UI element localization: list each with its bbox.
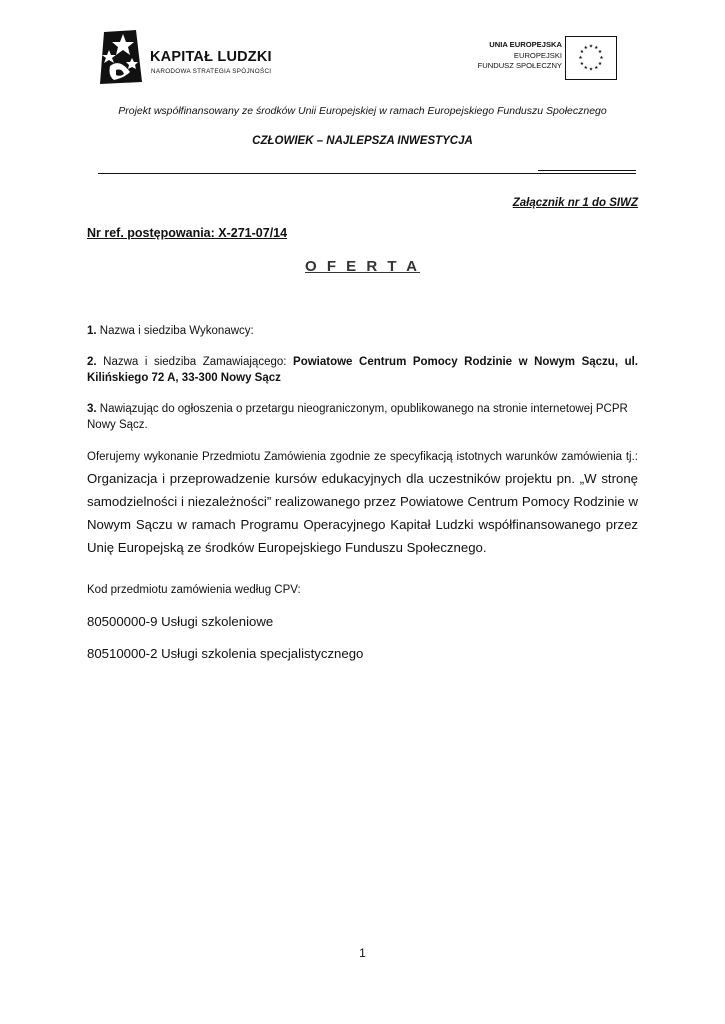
kapital-ludzki-title: KAPITAŁ LUDZKI: [150, 49, 272, 65]
item-3: [87, 401, 638, 433]
kapital-ludzki-logo: [96, 28, 296, 90]
svg-text:★: ★: [599, 55, 604, 61]
item-1-number: 1.: [87, 325, 97, 337]
item-3-text: Nawiązując do ogłoszenia o przetargu nieograniczonym, opublikowanego na stronie internetowej PCPR Nowy Sącz.: [87, 403, 628, 431]
svg-text:★: ★: [579, 62, 585, 68]
document-heading: O F E R T A: [305, 258, 420, 275]
kapital-ludzki-star-figure-icon: [96, 28, 146, 86]
eu-logo-text: [478, 40, 562, 72]
svg-text:★: ★: [578, 55, 583, 61]
offer-intro: Oferujemy wykonanie Przedmiotu Zamówienia zgodnie ze specyfikacją istotnych warunków zamówienia tj.:: [87, 451, 638, 463]
svg-text:★: ★: [594, 45, 599, 51]
cpv-label: Kod przedmiotu zamówienia według CPV:: [87, 584, 301, 596]
header-divider-accent: [538, 170, 636, 171]
eu-logo: [452, 36, 617, 82]
svg-text:★: ★: [583, 45, 588, 51]
kapital-ludzki-subtitle: NARODOWA STRATEGIA SPÓJNOŚCI: [151, 68, 272, 75]
svg-text:★: ★: [597, 49, 603, 55]
item-3-number: 3.: [87, 403, 97, 415]
eu-stars-flag-icon: [565, 36, 617, 80]
item-2-number: 2.: [87, 356, 97, 368]
reference-number: Nr ref. postępowania: X-271-07/14: [87, 226, 288, 240]
eu-logo-line1: UNIA EUROPEJSKA: [489, 40, 562, 49]
offer-description: Organizacja i przeprowadzenie kursów edukacyjnych dla uczestników projektu pn. „W stronę samodzielności i niezależności” realizowanego przez Powiatowe Centrum Pomocy Rodzinie w Nowym Sączu w ramach Programu Operacyjnego Kapitał Ludzki współfinansowanego przez Unię Europejską ze środków Europejskiego Funduszu Społecznego.: [87, 471, 638, 555]
eu-logo-line2: EUROPEJSKI: [513, 50, 562, 60]
eu-logo-line3: FUNDUSZ SPOŁECZNY: [477, 61, 562, 70]
item-2-text: Nazwa i siedziba Zamawiającego:: [103, 356, 287, 368]
svg-text:★: ★: [588, 67, 594, 73]
svg-text:★: ★: [594, 65, 599, 71]
slogan: CZŁOWIEK – NAJLEPSZA INWESTYCJA: [252, 135, 473, 147]
svg-text:★: ★: [583, 65, 588, 71]
page-number: 1: [359, 946, 366, 960]
cpv-code-1: 80500000-9 Usługi szkoleniowe: [87, 614, 274, 629]
svg-text:★: ★: [597, 62, 603, 68]
annex-label: Załącznik nr 1 do SIWZ: [512, 197, 638, 209]
cofinancing-note: Projekt współfinansowany ze środków Unii Europejskiej w ramach Europejskiego Funduszu Społecznego: [118, 105, 607, 117]
cpv-code-2: 80510000-2 Usługi szkolenia specjalistycznego: [87, 646, 364, 661]
item-2-contracting-authority: Powiatowe Centrum Pomocy Rodzinie w Nowym Sączu, ul. Kilińskiego 72 A, 33-300 Nowy Sącz: [87, 356, 638, 384]
offer-paragraph: [87, 446, 638, 560]
item-2: [87, 354, 638, 386]
item-1: [87, 323, 638, 339]
item-1-text: Nazwa i siedziba Wykonawcy:: [99, 325, 254, 337]
header-divider: [98, 173, 636, 174]
svg-text:★: ★: [579, 49, 585, 55]
svg-text:★: ★: [588, 44, 594, 50]
